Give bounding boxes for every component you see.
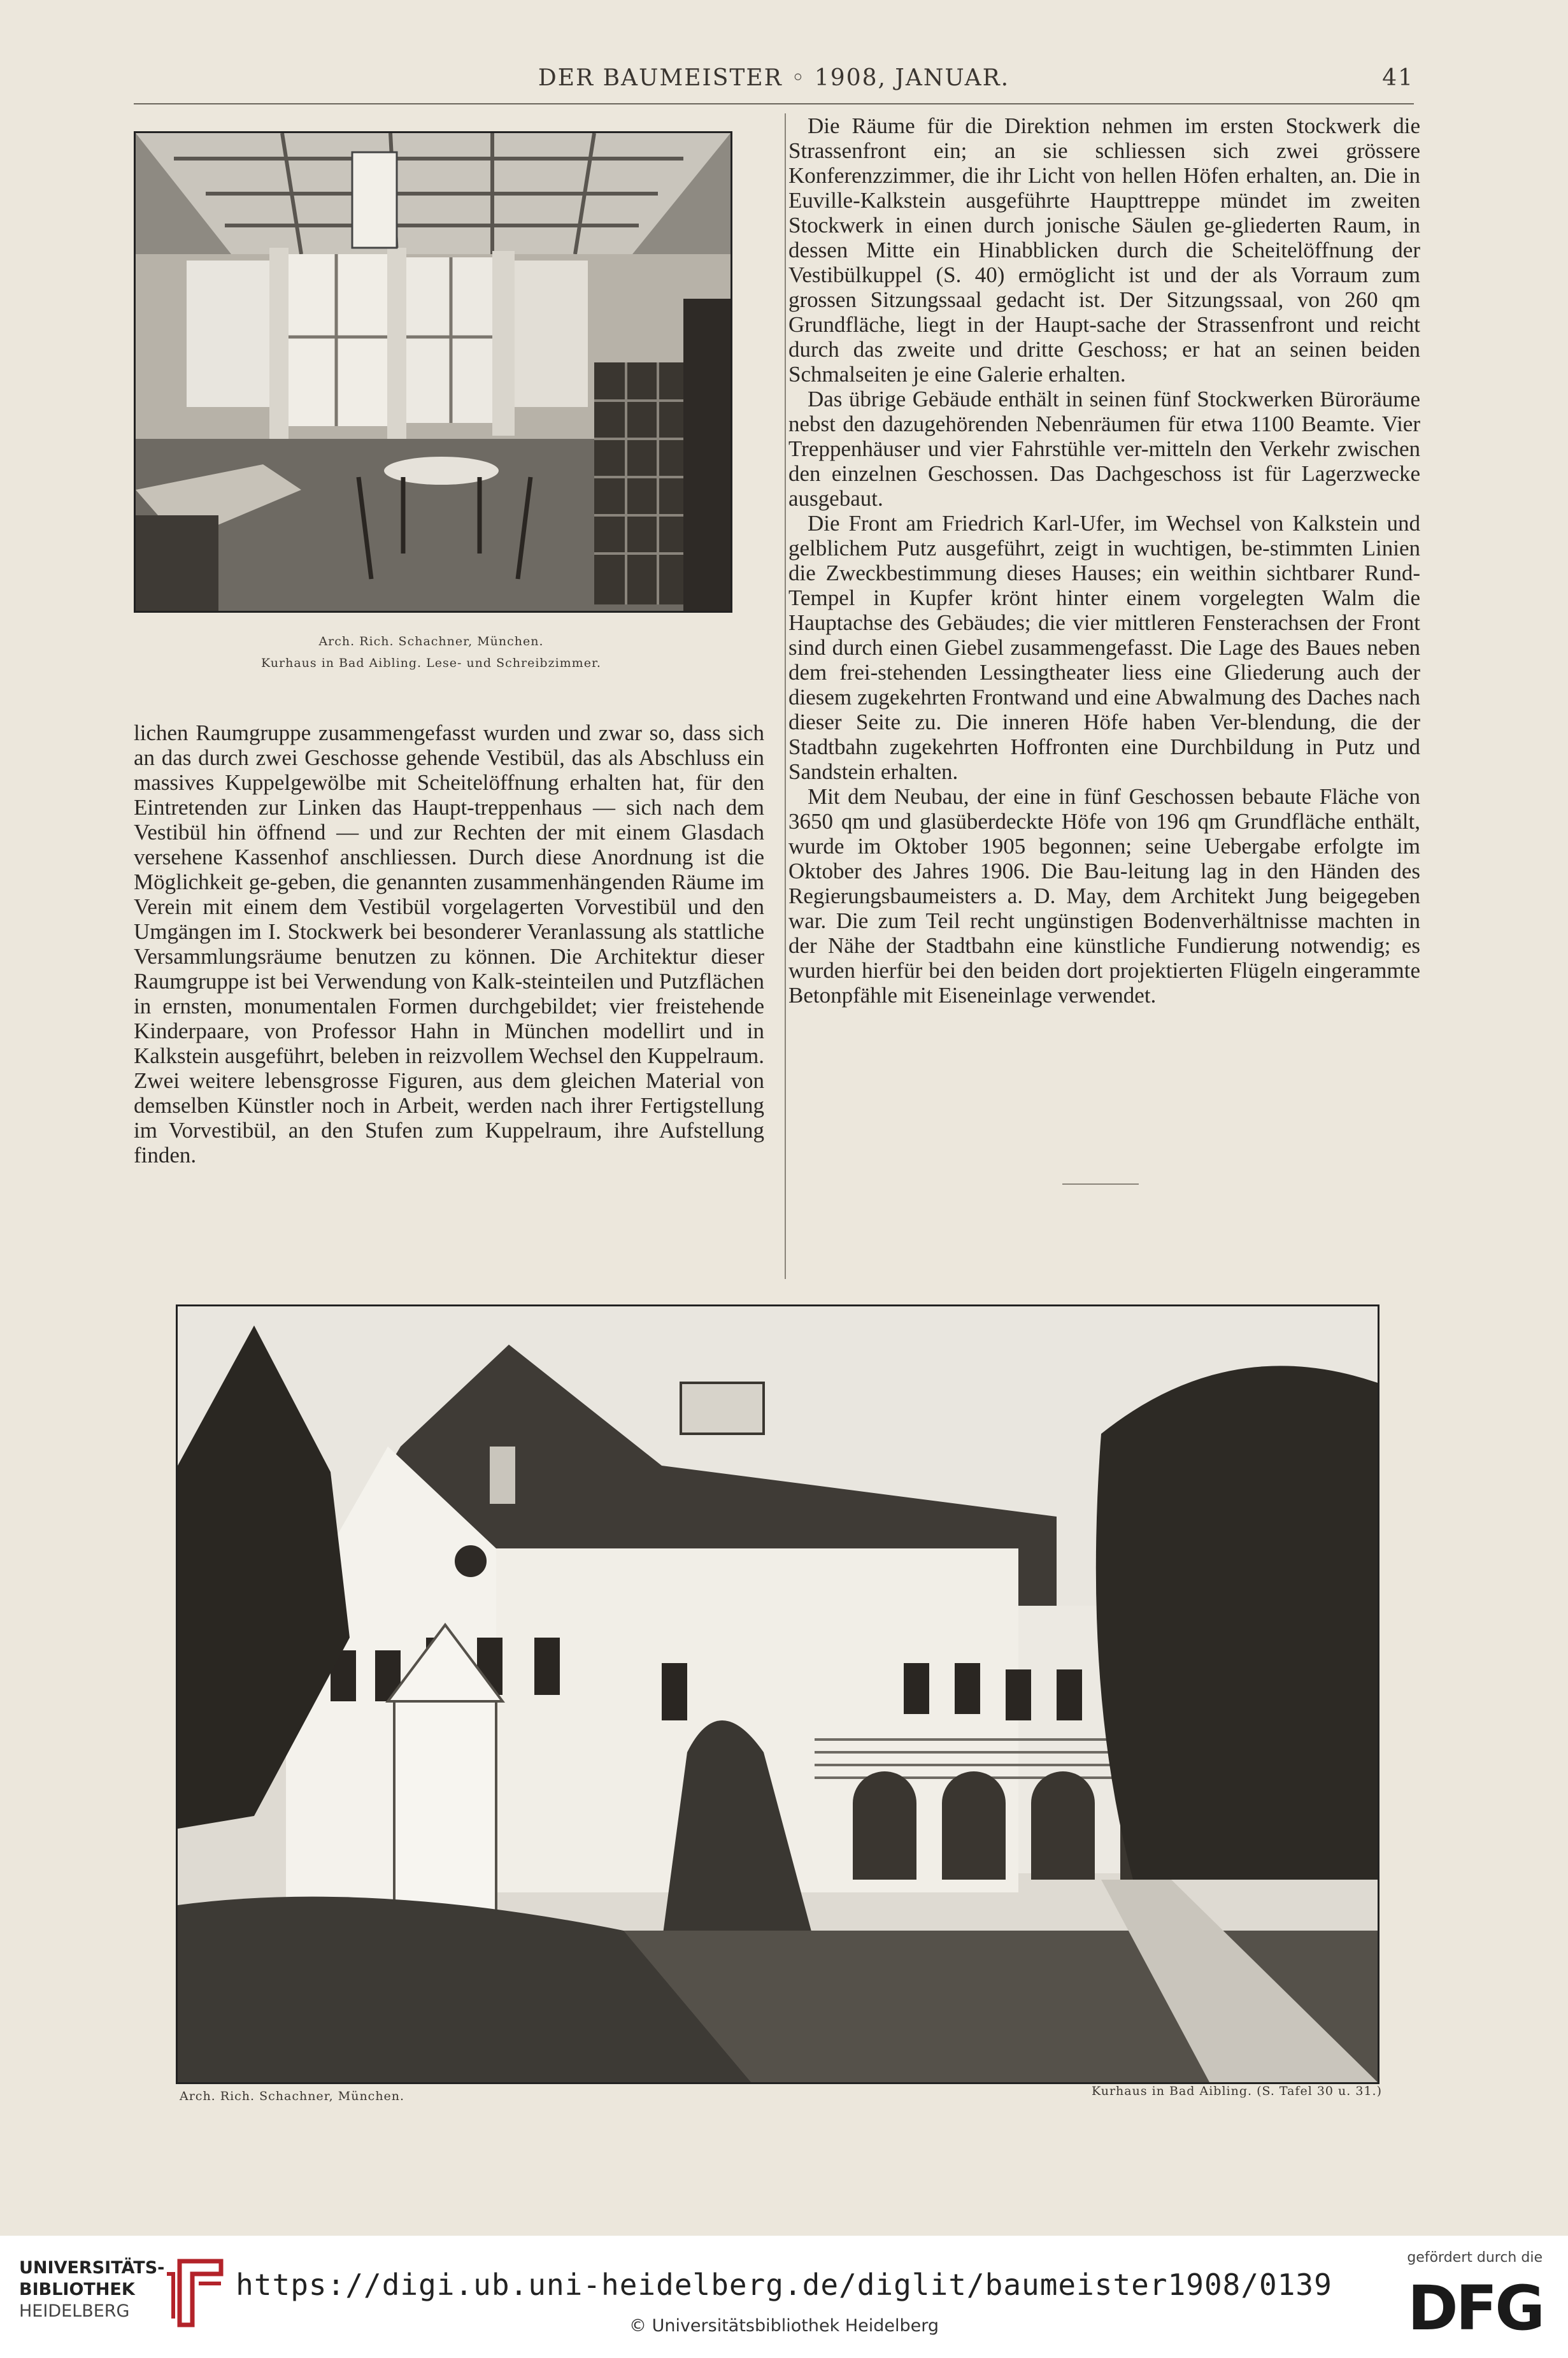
library-name-line: UNIVERSITÄTS- (19, 2258, 165, 2278)
right-paragraph: Das übrige Gebäude enthält in seinen fünf Stockwerken Büroräume nebst den dazugehörenden Nebenräumen für etwa 1100 Beamte. Vier Treppenhäuser und vier Fahrstühle ver-mitteln den Verkehr zwischen den einzelnen Geschossen. Das Dachgeschoss ist für Lagerzwecke ausgebaut. (788, 387, 1420, 511)
left-column-text (134, 720, 764, 1168)
figure-bottom-caption: Kurhaus in Bad Aibling. (S. Tafel 30 u. 31.) (1091, 2084, 1382, 2098)
journal-title: DER BAUMEISTER ◦ 1908, JANUAR. (538, 65, 1010, 91)
copyright-notice: © Universitätsbibliothek Heidelberg (629, 2316, 939, 2336)
figure-top-credit: Arch. Rich. Schachner, München. (318, 634, 544, 648)
column-divider (785, 113, 786, 1279)
right-paragraph: Die Front am Friedrich Karl-Ufer, im Wechsel von Kalkstein und gelblichem Putz ausgeführt, zeigt in wuchtigen, be-stimmten Linien die Zweckbestimmung dieses Hauses; ein weithin sichtbarer Rund-Tempel in Kupfer krönt hinter einem vorgelegten Walm die Hauptachse des Gebäudes; die vier mittleren Fensterachsen der Front sind durch einen Giebel zusammengefasst. Die Lage des Baues neben dem frei-stehenden Lessingtheater liess eine Gliederung auch der diesem zugekehrten Frontwand und eine Abwalmung des Daches nach dieser Seite zu. Die inneren Höfe haben Ver-blendung, die der Stadtbahn zugekehrten Hoffronten eine Durchbildung in Putz und Sandstein erhalten. (788, 511, 1420, 784)
library-name-line: BIBLIOTHEK (19, 2280, 135, 2299)
photo-reading-room (134, 131, 732, 613)
page-number: 41 (1382, 65, 1414, 91)
running-header (134, 61, 1414, 99)
funding-label: gefördert durch die (1407, 2250, 1543, 2266)
photo-kurhaus-exterior (176, 1304, 1379, 2084)
library-name-line: HEIDELBERG (19, 2301, 130, 2321)
right-paragraph: Mit dem Neubau, der eine in fünf Geschossen bebaute Fläche von 3650 qm und glasüberdeckte Höfe von 196 qm Grundfläche enthält, wurde im Oktober 1905 begonnen; seine Uebergabe erfolgte im Oktober des Jahres 1906. Die Bau-leitung lag in den Händen des Regierungsbaumeisters a. D. May, dem Architekt Jung beigegeben war. Die zum Teil recht ungünstigen Bodenverhältnisse machten in der Nähe der Stadtbahn eine künstliche Fundierung notwendig; es wurden hierfür bei den beiden dort projektierten Flügeln eingerammte Betonpfähle mit Eiseneinlage verwendet. (788, 784, 1420, 1008)
right-column-text (788, 113, 1420, 1008)
dfg-logo: DFG (1407, 2273, 1543, 2344)
section-end-rule (1062, 1183, 1139, 1185)
figure-bottom-credit: Arch. Rich. Schachner, München. (180, 2089, 405, 2103)
permalink-url[interactable]: https://digi.ub.uni-heidelberg.de/diglit/baumeister1908/0139 (236, 2268, 1332, 2302)
library-footer (0, 2236, 1568, 2358)
left-paragraph: lichen Raumgruppe zusammengefasst wurden und zwar so, dass sich an das durch zwei Geschosse gehende Vestibül, das als Abschluss ein massives Kuppelgewölbe mit Scheitelöffnung erhalten hat, für den Eintretenden zur Linken das Haupt-treppenhaus — sich nach dem Vestibül hin öffnend — und zur Rechten der mit einem Glasdach versehene Kassenhof anschliessen. Durch diese Anordnung ist die Möglichkeit ge-geben, die genannten zusammenhängenden Räume im Verein mit einem dem Vestibül vorgelagerten Vorvestibül und den Umgängen im I. Stockwerk bei besonderer Veranlassung als stattliche Versammlungsräume benutzen zu können. Die Architektur dieser Raumgruppe ist bei Verwendung von Kalk-steinteilen und Putzflächen in ernsten, monumentalen Formen durchgebildet; vier freistehende Kinderpaare, von Professor Hahn in München modellirt und in Kalkstein ausgeführt, beleben in reizvollem Wechsel den Kuppelraum. Zwei weitere lebensgrosse Figuren, aus dem gleichen Material von demselben Künstler noch in Arbeit, werden nach ihrer Fertigstellung im Vorvestibül, an den Stufen zum Kuppelraum, ihre Aufstellung finden. (134, 720, 764, 1168)
right-paragraph: Die Räume für die Direktion nehmen im ersten Stockwerk die Strassenfront ein; an sie schliessen sich zwei grössere Konferenzzimmer, die ihr Licht von hellen Höfen erhalten, an. Die in Euville-Kalkstein ausgeführte Haupttreppe mündet im zweiten Stockwerk in einen durch jonische Säulen ge-gliederten Raum, in dessen Mitte ein Hinabblicken durch die Scheitelöffnung der Vestibülkuppel (S. 40) ermöglicht ist und der als Vorraum zum grossen Sitzungssaal gedacht ist. Der Sitzungssaal, von 260 qm Grundfläche, liegt in der Haupt-sache der Strassenfront und reicht durch das zweite und dritte Geschoss; er hat an seinen beiden Schmalseiten je eine Galerie erhalten. (788, 113, 1420, 387)
figure-top-caption: Kurhaus in Bad Aibling. Lese- und Schreibzimmer. (261, 656, 601, 670)
header-rule (134, 103, 1414, 104)
